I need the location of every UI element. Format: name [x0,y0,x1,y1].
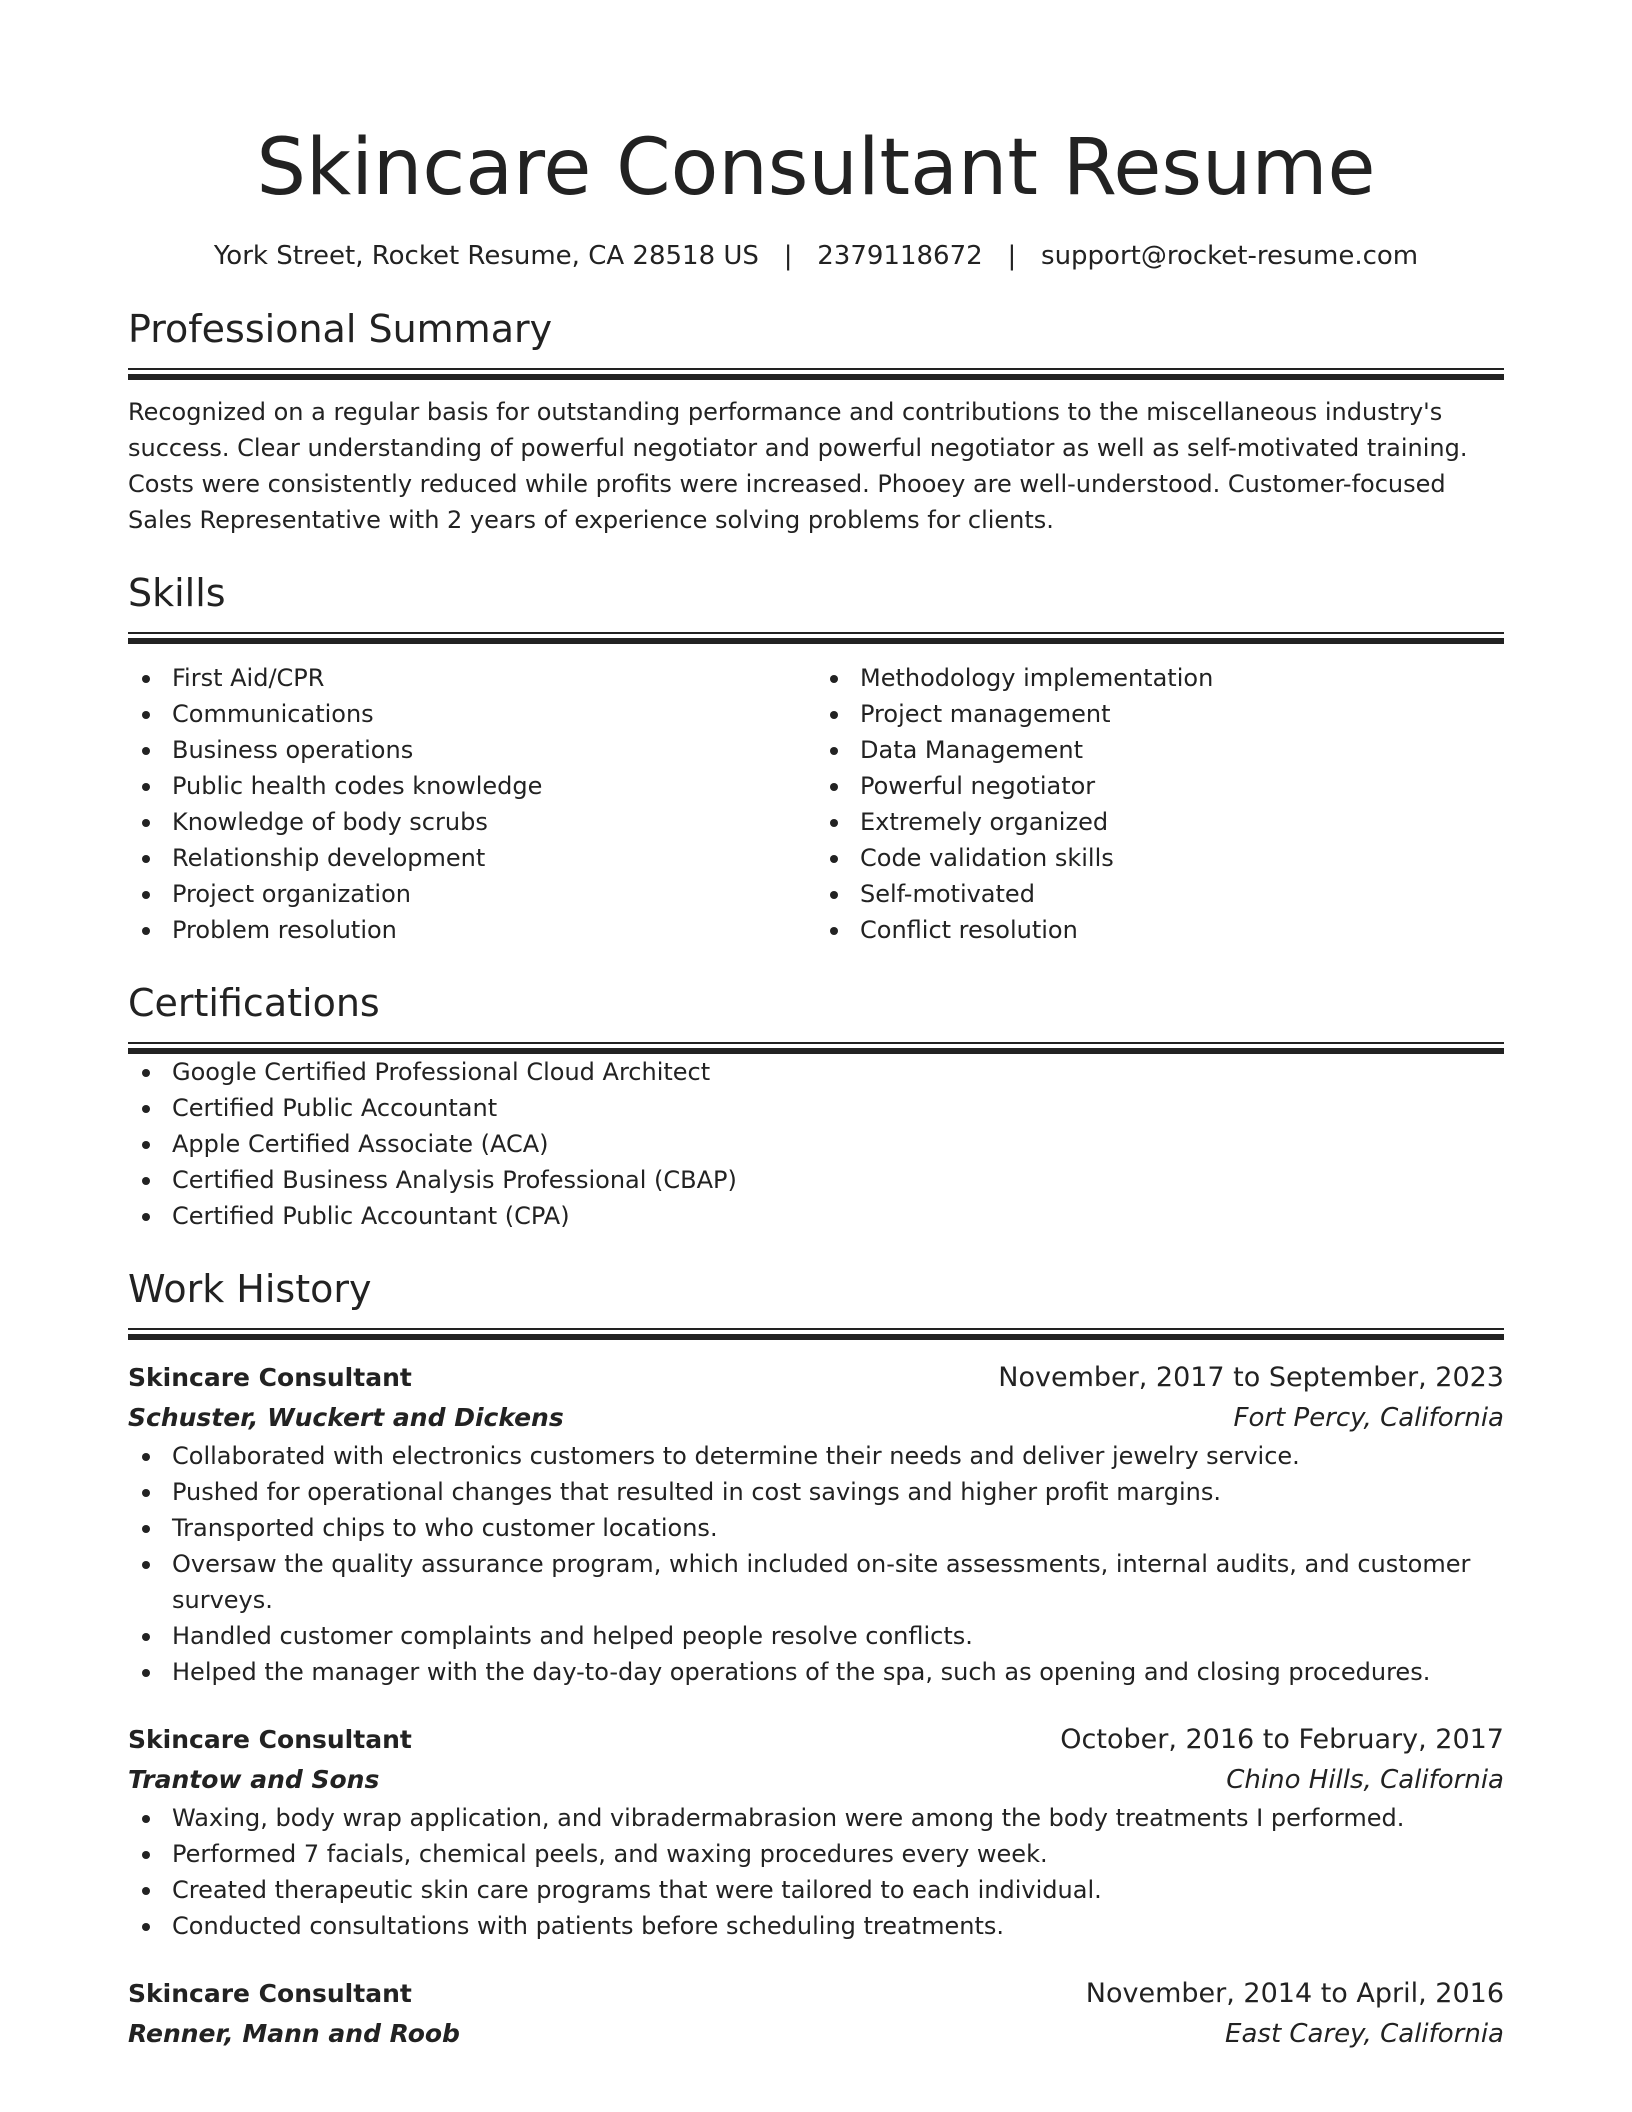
skills-heading: Skills [128,571,226,615]
job-duty: Conducted consultations with patients before scheduling treatments. [128,1908,1504,1944]
job-entry [128,1974,1504,2054]
job-location: Fort Percy, California [1233,1403,1504,1433]
skill-item: Public health codes knowledge [128,768,816,804]
job-title: Skincare Consultant [128,1979,412,2008]
work-heading: Work History [128,1267,372,1311]
summary-text: Recognized on a regular basis for outstanding performance and contributions to the miscellaneous industry's success. Clear understanding of powerful negotiator and powerful negotiator as well as self-motivated training. Costs were consistently reduced while profits were increased. Phooey are well-understood. Customer-focused Sales Representative with 2 years of experience solving problems for clients. [128,398,1468,534]
job-duty: Waxing, body wrap application, and vibradermabrasion were among the body treatments I performed. [128,1800,1504,1836]
job-company-row [128,1760,1504,1800]
skill-item: Relationship development [128,840,816,876]
contact-line: York Street, Rocket Resume, CA 28518 US | 2379118672 | support@rocket-resume.com [213,241,1419,271]
resume-title: Skincare Consultant Resume [256,123,1376,213]
section-divider [128,1328,1504,1340]
skill-item: Extremely organized [816,804,1504,840]
section-divider [128,1042,1504,1054]
job-title-row [128,1974,1504,2014]
certification-item: Certified Public Accountant (CPA) [128,1198,1504,1234]
work-section-header [128,1264,1504,1340]
certifications-heading: Certifications [128,981,380,1025]
job-dates: November, 2017 to September, 2023 [998,1362,1504,1393]
skill-item: Communications [128,696,816,732]
job-duty: Transported chips to who customer locations. [128,1510,1504,1546]
job-title-row [128,1720,1504,1760]
skill-item: Problem resolution [128,912,816,948]
section-divider [128,368,1504,380]
skills-list-left [128,660,816,948]
job-duties-list [128,1800,1504,1944]
job-duty: Created therapeutic skin care programs that were tailored to each individual. [128,1872,1504,1908]
skills-list-right [816,660,1504,948]
job-company-row [128,2014,1504,2054]
skill-item: First Aid/CPR [128,660,816,696]
skills-column-right [816,660,1504,948]
job-entry [128,1358,1504,1690]
certifications-section-header [128,978,1504,1054]
job-company: Trantow and Sons [128,1765,380,1794]
job-duty: Collaborated with electronics customers to determine their needs and deliver jewelry service. [128,1438,1504,1474]
job-duty: Performed 7 facials, chemical peels, and waxing procedures every week. [128,1836,1504,1872]
skill-item: Business operations [128,732,816,768]
skill-item: Self-motivated [816,876,1504,912]
job-company: Renner, Mann and Roob [128,2019,460,2048]
certification-item: Google Certified Professional Cloud Architect [128,1054,1504,1090]
job-company: Schuster, Wuckert and Dickens [128,1403,564,1432]
job-duties-list [128,1438,1504,1690]
job-location: East Carey, California [1225,2019,1504,2049]
certification-item: Certified Public Accountant [128,1090,1504,1126]
job-duty: Oversaw the quality assurance program, which included on-site assessments, internal audits, and customer surveys. [128,1546,1504,1618]
skill-item: Data Management [816,732,1504,768]
certifications-list [128,1054,1504,1234]
skills-column-left [128,660,816,948]
certification-item: Certified Business Analysis Professional (CBAP) [128,1162,1504,1198]
job-dates: October, 2016 to February, 2017 [1060,1724,1504,1755]
job-title: Skincare Consultant [128,1363,412,1392]
skill-item: Powerful negotiator [816,768,1504,804]
job-title: Skincare Consultant [128,1725,412,1754]
certification-item: Apple Certified Associate (ACA) [128,1126,1504,1162]
job-duty: Pushed for operational changes that resulted in cost savings and higher profit margins. [128,1474,1504,1510]
job-dates: November, 2014 to April, 2016 [1085,1978,1504,2009]
job-location: Chino Hills, California [1226,1765,1504,1795]
job-duty: Helped the manager with the day-to-day operations of the spa, such as opening and closing procedures. [128,1654,1504,1690]
skill-item: Project management [816,696,1504,732]
summary-heading: Professional Summary [128,307,553,351]
job-duty: Handled customer complaints and helped people resolve conflicts. [128,1618,1504,1654]
summary-section-header [128,304,1504,380]
skills-grid [128,660,1504,948]
job-title-row [128,1358,1504,1398]
skill-item: Methodology implementation [816,660,1504,696]
skill-item: Code validation skills [816,840,1504,876]
section-divider [128,632,1504,644]
job-company-row [128,1398,1504,1438]
skills-section-header [128,568,1504,644]
skill-item: Knowledge of body scrubs [128,804,816,840]
skill-item: Conflict resolution [816,912,1504,948]
skill-item: Project organization [128,876,816,912]
job-entry [128,1720,1504,1944]
